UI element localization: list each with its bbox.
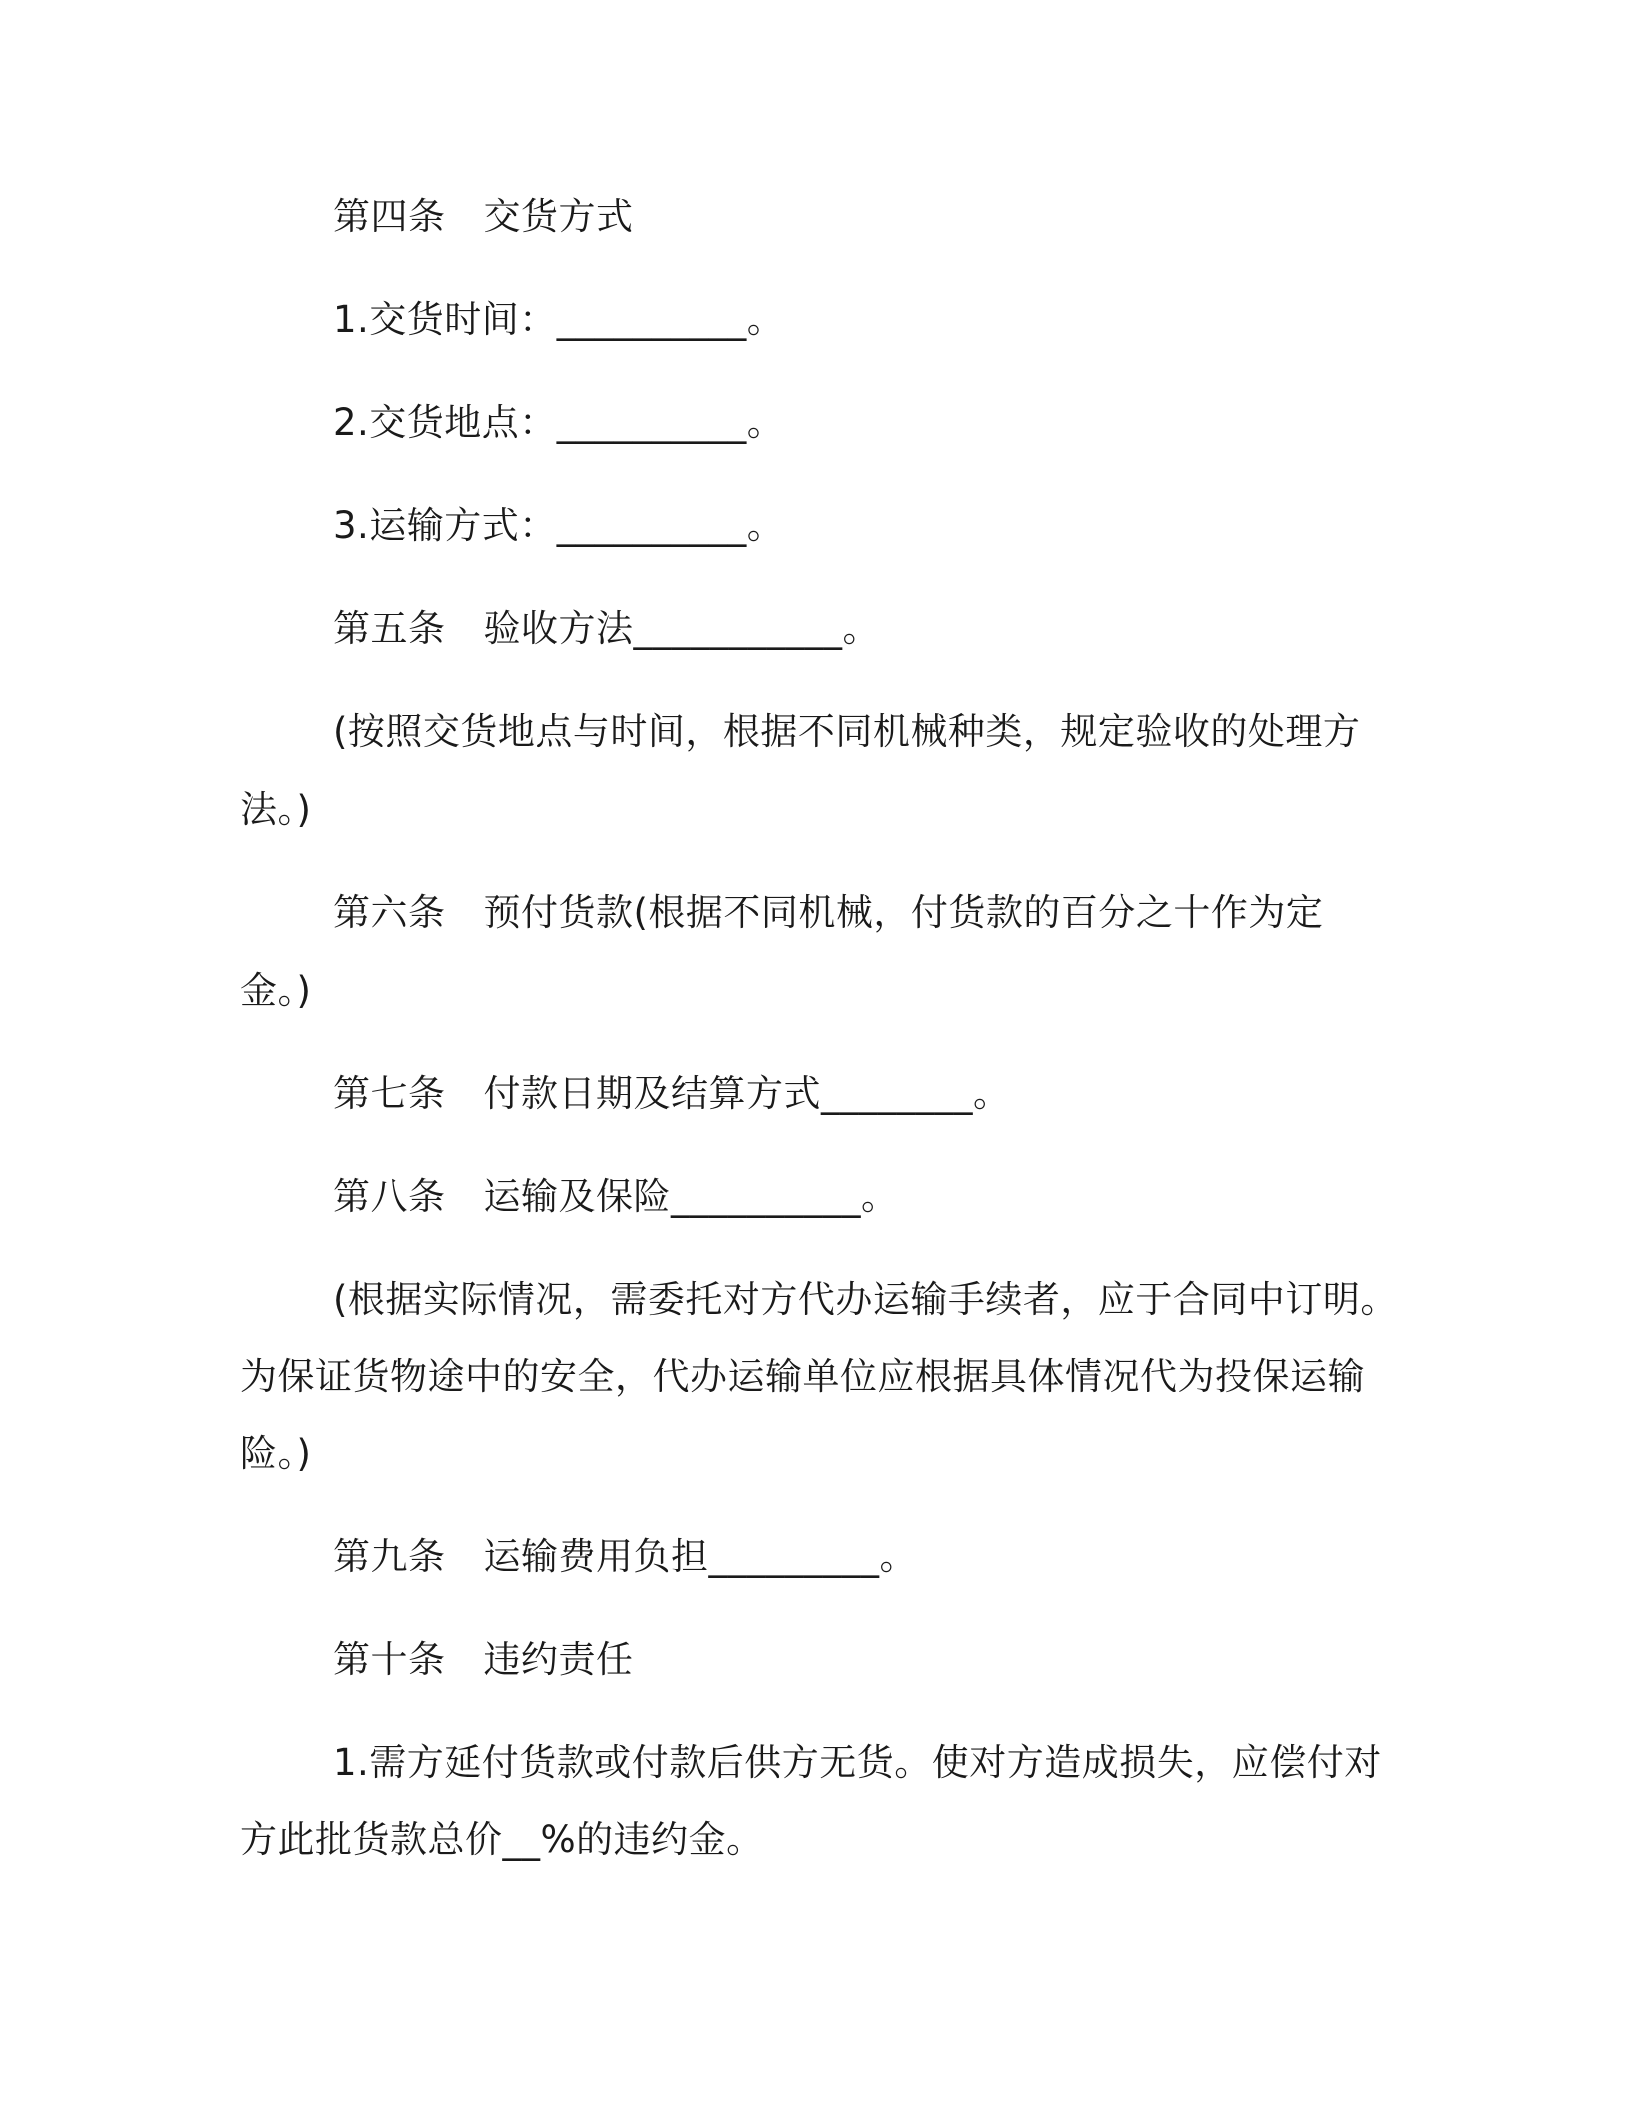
article-title: 交货方式	[483, 195, 634, 238]
article-number: 第四条	[333, 195, 446, 238]
article-number: 第六条	[333, 891, 446, 934]
article-6-heading	[333, 891, 1323, 935]
article-title: 运输费用负担_________。	[483, 1535, 917, 1578]
article-9-heading	[333, 1535, 917, 1579]
article-number: 第十条	[333, 1638, 446, 1681]
article-number: 第五条	[333, 607, 446, 650]
article-5-heading	[333, 607, 880, 651]
article-number: 第八条	[333, 1175, 446, 1218]
article-4-item-2: 2.交货地点：__________。	[333, 401, 785, 444]
article-title: 运输及保险__________。	[483, 1175, 899, 1218]
article-4-heading	[333, 195, 634, 239]
article-8-heading	[333, 1175, 899, 1219]
article-title: 验收方法___________。	[483, 607, 880, 650]
article-4-item-3: 3.运输方式：__________。	[333, 504, 785, 547]
article-4-item-1: 1.交货时间：__________。	[333, 298, 785, 341]
article-text: 预付货款(根据不同机械，付货款的百分之十作为定	[483, 891, 1324, 934]
article-number: 第九条	[333, 1535, 446, 1578]
article-5-note-line-1: (按照交货地点与时间，根据不同机械种类，规定验收的处理方	[333, 710, 1361, 753]
article-title: 付款日期及结算方式________。	[483, 1072, 1011, 1115]
article-8-note-line-2: 为保证货物途中的安全，代办运输单位应根据具体情况代为投保运输	[240, 1355, 1365, 1398]
article-8-note-line-3: 险。)	[240, 1432, 312, 1475]
article-5-note-line-2: 法。)	[240, 788, 312, 831]
article-10-item-1-line-1: 1.需方延付货款或付款后供方无货。使对方造成损失，应偿付对	[333, 1741, 1382, 1784]
article-title: 违约责任	[483, 1638, 634, 1681]
article-7-heading	[333, 1072, 1011, 1116]
article-10-item-1-line-2: 方此批货款总价__%的违约金。	[240, 1818, 764, 1861]
article-6-line-2: 金。)	[240, 969, 312, 1012]
article-number: 第七条	[333, 1072, 446, 1115]
article-10-heading	[333, 1638, 634, 1682]
article-8-note-line-1: (根据实际情况，需委托对方代办运输手续者，应于合同中订明。	[333, 1278, 1398, 1321]
